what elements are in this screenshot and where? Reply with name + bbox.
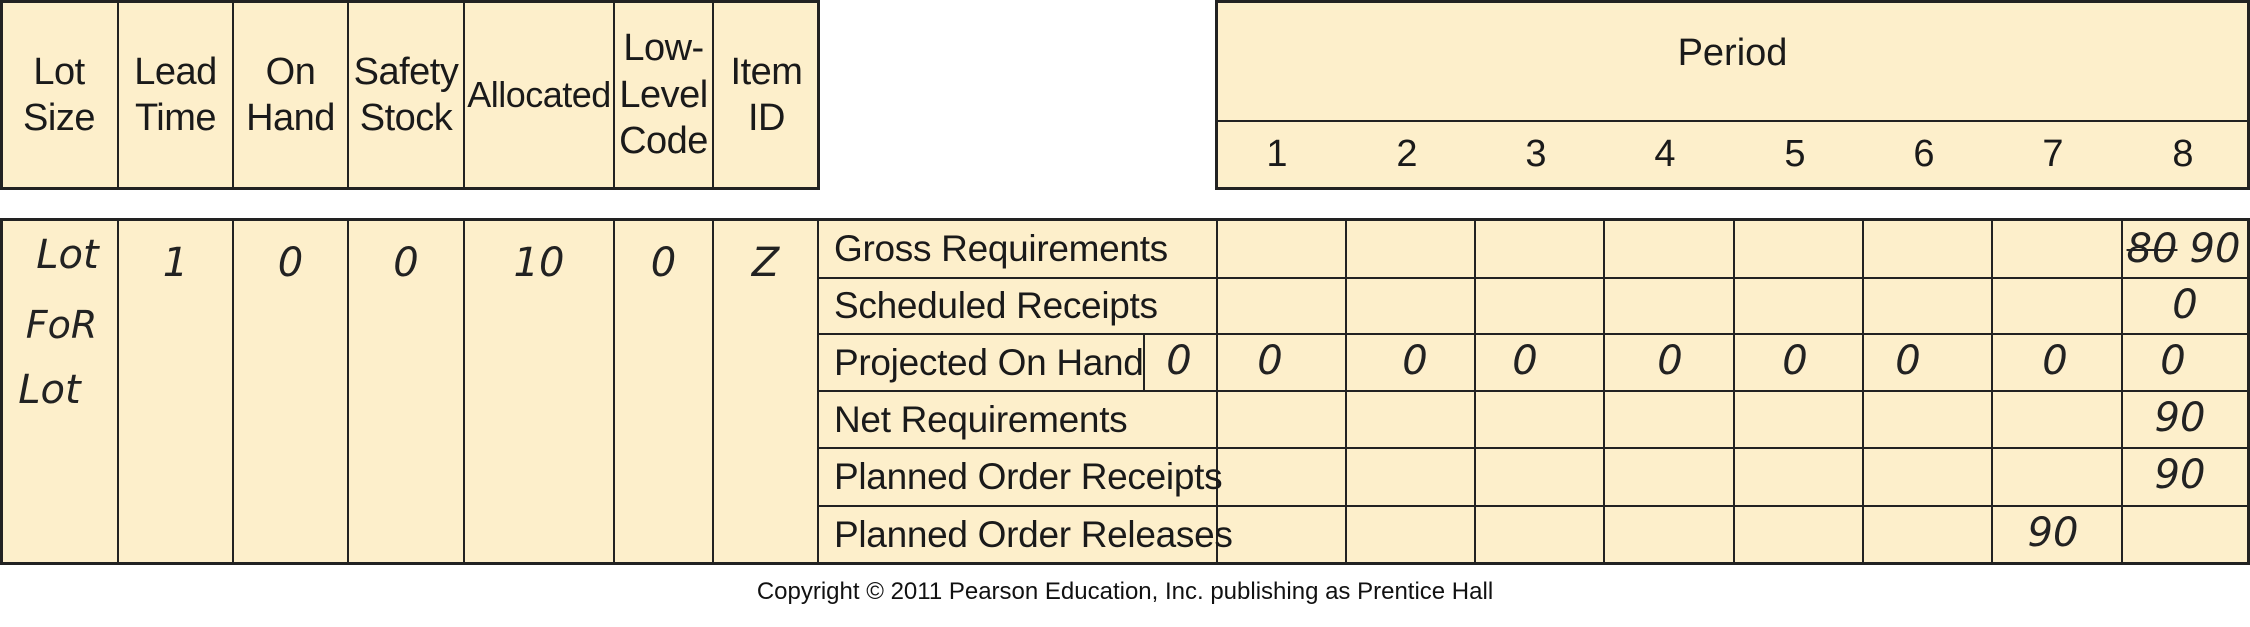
- header-lot-size: Lot Size: [23, 50, 95, 139]
- period-number: 2: [1396, 133, 1418, 175]
- period-number: 7: [2042, 133, 2064, 175]
- projected-on-hand-p4: 0: [1657, 338, 1683, 384]
- period-number: 8: [2172, 133, 2194, 175]
- row-label-projected-on-hand: Projected On Hand: [834, 341, 1144, 383]
- projected-on-hand-p7: 0: [2042, 338, 2068, 384]
- projected-on-hand-p3: 0: [1512, 338, 1538, 384]
- gross-requirements-p8: 90: [2189, 226, 2241, 272]
- safety-stock-value: 0: [393, 240, 419, 286]
- header-item-id: Item ID: [730, 50, 803, 139]
- lead-time-value: 1: [162, 240, 189, 286]
- period-number: 3: [1525, 133, 1547, 175]
- row-label-gross-requirements: Gross Requirements: [834, 228, 1168, 269]
- period-number: 5: [1784, 133, 1806, 175]
- period-number: 6: [1913, 133, 1935, 175]
- lot-size-value: Lot: [18, 367, 81, 413]
- header-low-level-code: Low- Level Code: [619, 27, 708, 163]
- row-label-scheduled-receipts: Scheduled Receipts: [834, 285, 1158, 326]
- projected-on-hand-p6: 0: [1895, 338, 1921, 384]
- net-requirements-p8: 90: [2154, 395, 2206, 441]
- projected-on-hand-p1: 0: [1257, 338, 1283, 384]
- gross-requirements-crossed-out: 80: [2126, 226, 2178, 272]
- projected-on-hand-initial: 0: [1166, 338, 1192, 384]
- lot-size-value: FoR: [25, 303, 98, 347]
- on-hand-value: 0: [277, 240, 304, 286]
- low-level-code-value: 0: [650, 240, 677, 286]
- copyright-notice: Copyright © 2011 Pearson Education, Inc. publishing as Prentice Hall: [756, 578, 1494, 605]
- projected-on-hand-p2: 0: [1402, 338, 1428, 384]
- lot-size-value: Lot: [36, 232, 99, 278]
- period-number: 4: [1654, 133, 1676, 175]
- period-number: 1: [1266, 133, 1288, 175]
- planned-order-releases-p7: 90: [2027, 510, 2079, 556]
- period-header: [1215, 0, 2250, 190]
- header-allocated: Allocated: [467, 74, 611, 116]
- period-title: Period: [1677, 32, 1788, 74]
- header-lead-time: Lead Time: [134, 50, 217, 139]
- row-label-net-requirements: Net Requirements: [834, 398, 1128, 440]
- projected-on-hand-p8: 0: [2160, 338, 2186, 384]
- scheduled-receipts-p8: 0: [2172, 282, 2198, 328]
- header-safety-stock: Safety Stock: [353, 50, 459, 139]
- projected-on-hand-p5: 0: [1782, 338, 1808, 384]
- header-on-hand: On Hand: [246, 50, 335, 139]
- row-label-planned-order-receipts: Planned Order Receipts: [834, 456, 1223, 497]
- allocated-value: 10: [513, 240, 565, 286]
- item-id-value: Z: [751, 240, 780, 286]
- planned-order-receipts-p8: 90: [2154, 452, 2206, 498]
- row-label-planned-order-releases: Planned Order Releases: [834, 514, 1233, 555]
